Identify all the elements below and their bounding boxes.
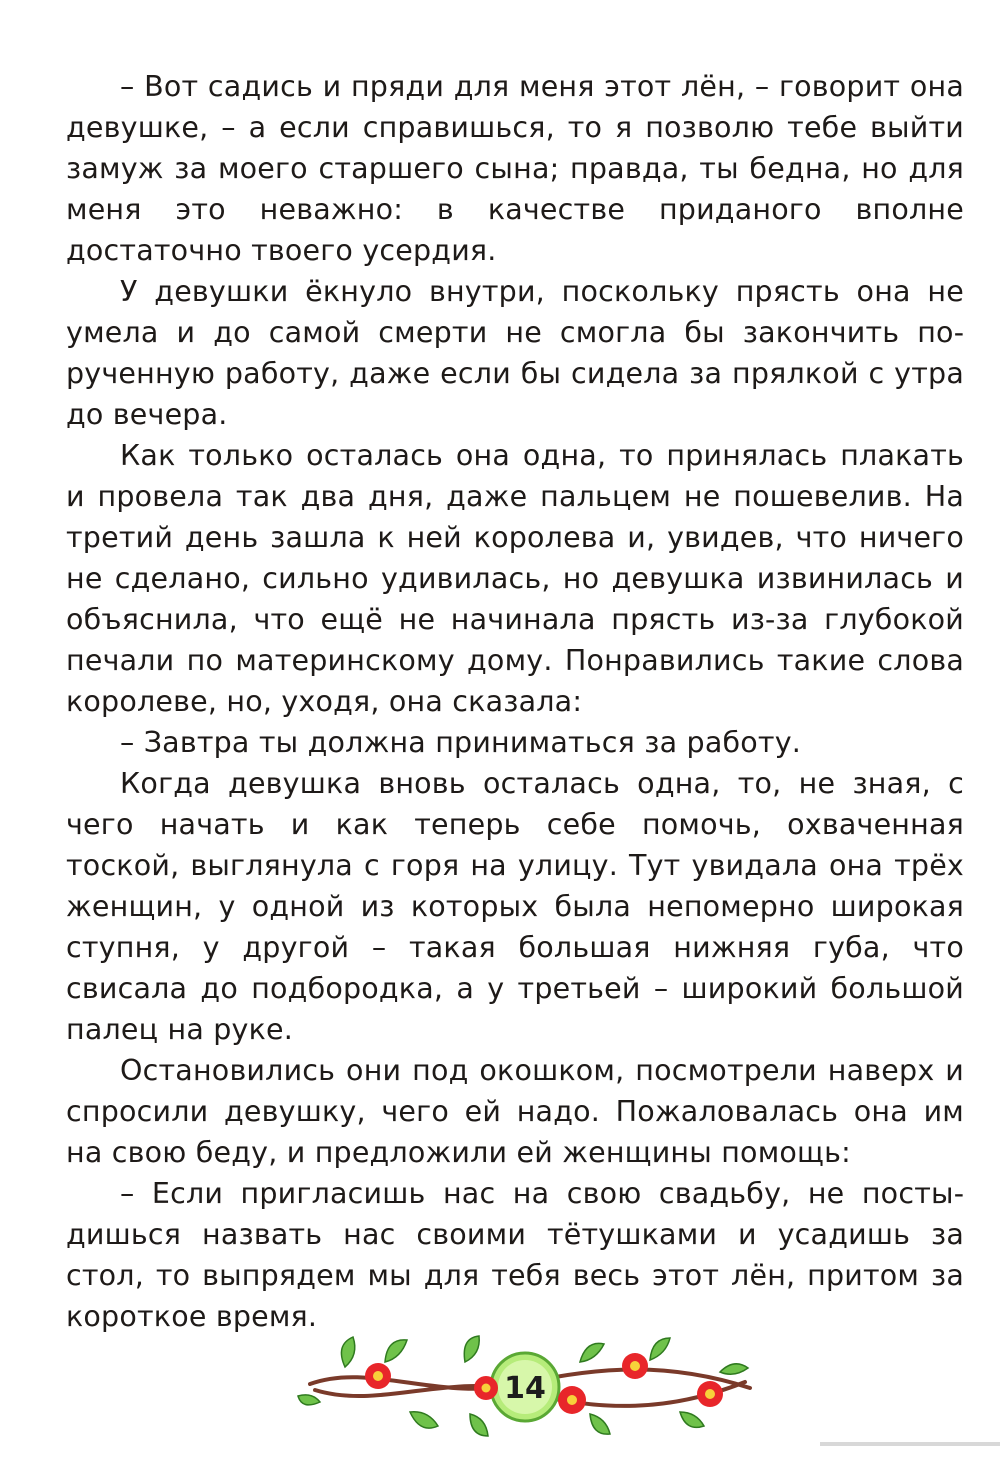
paragraph: У девушки ёкнуло внутри, поскольку прясть она не умела и до самой смерти не смогла бы закончить порученную работу, даже если бы сидела за прялкой с утра до вечера. <box>66 275 964 431</box>
story-text <box>66 66 964 1337</box>
page-edge-shadow <box>820 1442 1000 1446</box>
page-number: 14 <box>504 1371 546 1406</box>
floral-ornament <box>290 1332 770 1442</box>
paragraph: Как только осталась она одна, то принялась плакать и провела так два дня, даже пальцем не пошевелив. На третий день зашла к ней королева и, увидев, что ничего не сделано, сильно удивилась, но девушка извинилась и объяснила, что ещё не начинала прясть из-за глубокой печали по материнскому дому. Понравились такие слова королеве, но, уходя, она сказала: <box>66 439 964 718</box>
paragraph: – Если пригласишь нас на свою свадьбу, не постыдишься назвать нас своими тётушками и усадишь за стол, то выпрядем мы для тебя весь этот лён, притом за короткое время. <box>66 1177 964 1333</box>
paragraph: Остановились они под окошком, посмотрели наверх и спросили девушку, чего ей надо. Пожаловалась она им на свою беду, и предложили ей женщины помощь: <box>66 1054 964 1169</box>
paragraph: – Завтра ты должна приниматься за работу. <box>120 726 802 759</box>
page-number-badge <box>491 1353 559 1421</box>
paragraph: – Вот садись и пряди для меня этот лён, – говорит она девушке, – а если справишься, то я позволю тебе выйти замуж за моего старшего сына; правда, ты бедна, но для меня это неважно: в качестве приданого вполне достаточно твоего усердия. <box>66 70 964 267</box>
paragraph: Когда девушка вновь осталась одна, то, не зная, с чего начать и как теперь себе помочь, охваченная тоской, выглянула с горя на улицу. Тут увидала она трёх женщин, у одной из которых была непомерно широкая ступня, у другой – такая большая нижняя губа, что свисала до подбородка, а у третьей – широкий большой палец на руке. <box>66 767 964 1046</box>
